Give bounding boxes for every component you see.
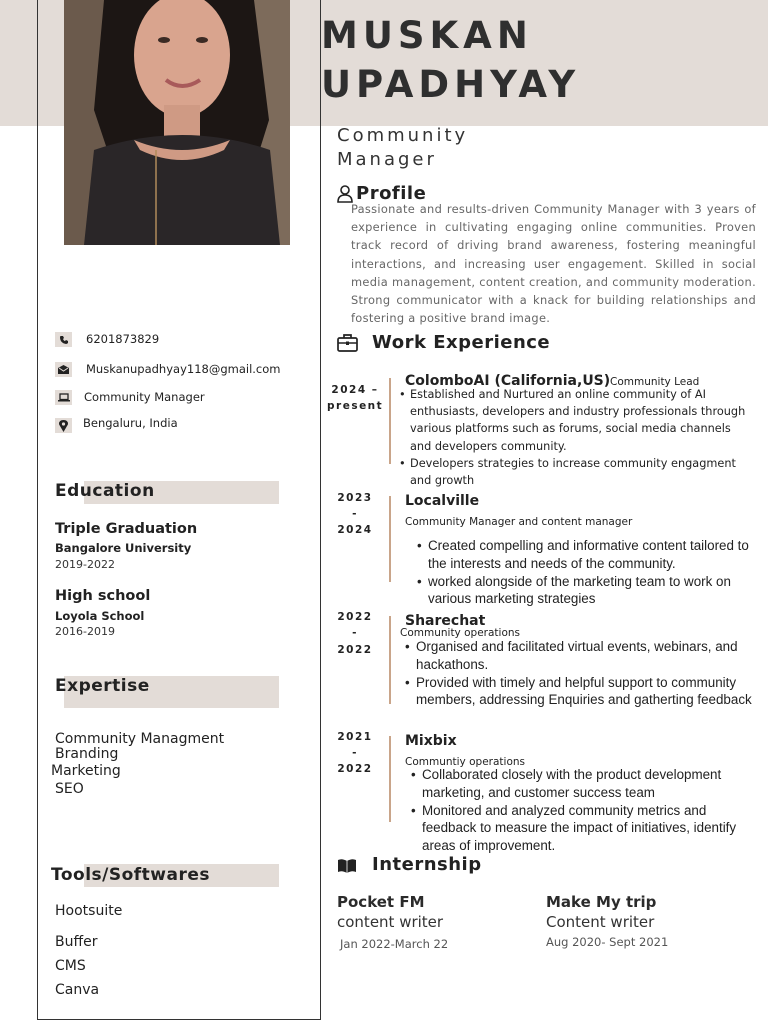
expertise-item: SEO <box>55 781 84 797</box>
tools-item: Hootsuite <box>55 903 123 919</box>
profile-summary: Passionate and results-driven Community Manager with 3 years of experience in cultivating engaging online communities. Proven track record of driving brand awareness, fostering meaningful interactions, and increasing user engagement. Skilled in social media management, content creation, and community moderation. Strong communicator with a knack for building relationships and fostering a positive brand image. <box>351 202 756 326</box>
job-role: Community Lead <box>610 376 700 388</box>
job-date-start: 2021 <box>337 731 373 743</box>
education-school: Bangalore University <box>55 541 192 555</box>
expertise-item: Marketing <box>51 763 121 779</box>
contact-location: Bengaluru, India <box>83 416 178 430</box>
timeline-line <box>389 616 391 704</box>
phone-icon <box>55 332 72 347</box>
internship-role: Content writer <box>546 913 655 931</box>
tools-heading: Tools/Softwares <box>51 865 211 885</box>
job-date-end: present <box>327 400 384 412</box>
location-pin-icon <box>55 418 72 433</box>
tools-item: Buffer <box>55 934 98 950</box>
job-bullet: • Organised and facilitated virtual events, webinars, and hackathons. <box>405 638 763 674</box>
job-role: Communtiy operations <box>405 756 525 768</box>
job-company: Mixbix <box>405 733 457 749</box>
contact-email[interactable]: Muskanupadhyay118@gmail.com <box>86 362 281 376</box>
job-date-start: 2024 – <box>331 384 379 396</box>
last-name: UPADHYAY <box>321 63 581 106</box>
job-bullet: • Provided with timely and helpful support to community members, addressing Enquiries and gatherting feedback <box>405 674 763 710</box>
job-bullet: • Created compelling and informative content tailored to the interests and needs of the community. <box>417 537 755 573</box>
education-heading: Education <box>55 481 155 501</box>
job-title-line2: Manager <box>337 149 437 170</box>
work-heading: Work Experience <box>372 332 551 353</box>
expertise-item: Community Managment <box>55 731 225 747</box>
profile-photo <box>64 0 290 245</box>
expertise-heading: Expertise <box>55 676 150 696</box>
first-name: MUSKAN <box>321 14 533 57</box>
job-title-line1: Community <box>337 125 469 146</box>
job-bullets <box>405 638 763 709</box>
internship-dates: Jan 2022-March 22 <box>340 937 449 951</box>
briefcase-icon <box>337 333 358 353</box>
job-date-sep: - <box>352 747 358 759</box>
job-role: Community operations <box>400 627 520 639</box>
envelope-icon <box>55 362 72 377</box>
job-bullets <box>417 537 755 608</box>
internship-heading: Internship <box>372 854 482 875</box>
job-bullets <box>411 766 746 855</box>
book-icon <box>337 858 357 874</box>
job-bullets <box>399 386 754 489</box>
job-company: Sharechat <box>405 613 486 629</box>
job-bullet: • Established and Nurtured an online community of AI enthusiasts, developers and industry professionals through various platforms such as forums, social media channels and developers community. <box>399 386 754 455</box>
education-years: 2016-2019 <box>55 625 115 638</box>
timeline-line <box>389 378 391 464</box>
job-role: Community Manager and content manager <box>405 516 633 528</box>
internship-company: Make My trip <box>546 893 657 911</box>
tools-item: CMS <box>55 958 86 974</box>
expertise-item: Branding <box>55 746 119 762</box>
job-date-sep: - <box>352 627 358 639</box>
laptop-icon <box>55 390 72 405</box>
tools-item: Canva <box>55 982 100 998</box>
job-date-start: 2023 <box>337 492 373 504</box>
timeline-line <box>389 736 391 822</box>
internship-company: Pocket FM <box>337 893 425 911</box>
job-date-end: 2022 <box>337 644 373 656</box>
education-degree: High school <box>55 588 151 604</box>
job-date-end: 2022 <box>337 763 373 775</box>
contact-phone[interactable]: 6201873829 <box>86 332 160 346</box>
education-years: 2019-2022 <box>55 558 115 571</box>
job-bullet: • worked alongside of the marketing team to work on various marketing strategies <box>417 573 755 609</box>
job-company: ColomboAI (California,US) <box>405 373 611 389</box>
education-degree: Triple Graduation <box>55 521 198 537</box>
timeline-line <box>389 496 391 582</box>
job-date-sep: - <box>352 508 358 520</box>
job-bullet: • Developers strategies to increase community engagment and growth <box>399 455 754 489</box>
education-school: Loyola School <box>55 609 145 623</box>
job-company: Localville <box>405 493 480 509</box>
internship-role: content writer <box>337 913 444 931</box>
contact-role: Community Manager <box>84 390 205 404</box>
internship-dates: Aug 2020- Sept 2021 <box>546 935 669 949</box>
profile-heading: Profile <box>356 183 427 204</box>
job-date-end: 2024 <box>337 524 373 536</box>
job-bullet: • Collaborated closely with the product development marketing, and customer success team <box>411 766 746 802</box>
job-date-start: 2022 <box>337 611 373 623</box>
job-bullet: • Monitored and analyzed community metrics and feedback to measure the impact of initiatives, identify areas of improvement. <box>411 802 746 855</box>
